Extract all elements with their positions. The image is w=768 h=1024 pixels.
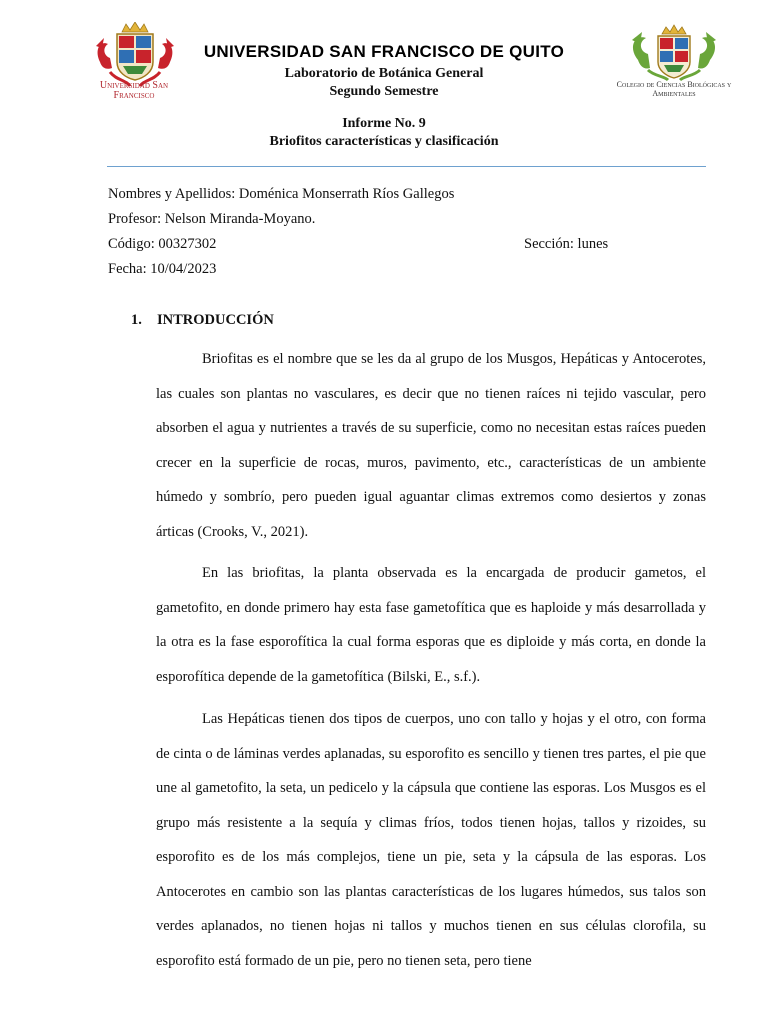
report-topic: Briofitos características y clasificación (269, 134, 499, 149)
university-title: UNIVERSIDAD SAN FRANCISCO DE QUITO (203, 42, 565, 61)
paragraph-2: En las briofitas, la planta observada es la encargada de producir gametos, el gametofito, en donde primero hay esta fase gametofítica que es haploide y más desarrollada y la otra es la fase esporofítica la cual forma esporas que es diploide y más corta, en donde la esporofítica depende de la gametofítica (Bilski, E., s.f.). (156, 565, 706, 685)
header-divider (107, 166, 706, 167)
semester: Segundo Semestre (329, 84, 439, 99)
paragraph-1: Briofitas es el nombre que se les da al grupo de los Musgos, Hepáticas y Antocerotes, las cuales son plantas no vasculares, es decir que no tienen raíces ni tejido vascular, pero absorben el agua y nutrientes a través de su superficie, como no necesitan estas raíces pueden crecer en la superficie de rocas, muros, pavimento, etc., características de un ambiente húmedo y sombrío, pero pueden igual aguantar climas extremos como desiertos y zonas árticas (Crooks, V., 2021). (156, 351, 706, 540)
section-info: Sección: lunes (524, 236, 609, 252)
report-date: Fecha: 10/04/2023 (108, 261, 217, 277)
logo-left-caption: Universidad San Francisco (99, 80, 169, 101)
paragraph-3: Las Hepáticas tienen dos tipos de cuerpos, uno con tallo y hojas y el otro, con forma de cinta o de láminas verdes aplanadas, su esporofito es sencillo y tienen tres partes, el pie que une al gametofito, la seta, un pedicelo y la cápsula que contiene las esporas. Los Musgos es el grupo más resistente a la sequía y climas fríos, todos tienen hojas, tallos y rizoides, su esporofito es de los más complejos, tiene un pie, seta y la cápsula de las esporas. Los Antocerotes en cambio son las plantas características de los lugares húmedos, sus talos son verdes aplanados, no tienen hojas ni tallos y muchos tienen en sus células clorofila, su esporofito está formado de un pie, pero no tienen seta, pero tiene (156, 711, 706, 969)
report-number: Informe No. 9 (342, 116, 426, 131)
section-number: 1. (131, 312, 142, 328)
logo-right-caption: Colegio de Ciencias Biológicas y Ambientales (616, 80, 732, 98)
student-names: Nombres y Apellidos: Doménica Monserrath Ríos Gallegos (108, 186, 455, 202)
professor-name: Profesor: Nelson Miranda-Moyano. (108, 211, 316, 227)
section-title: INTRODUCCIÓN (157, 312, 274, 328)
section-heading (131, 312, 274, 329)
student-code: Código: 00327302 (108, 236, 217, 252)
lab-name: Laboratorio de Botánica General (284, 66, 484, 81)
